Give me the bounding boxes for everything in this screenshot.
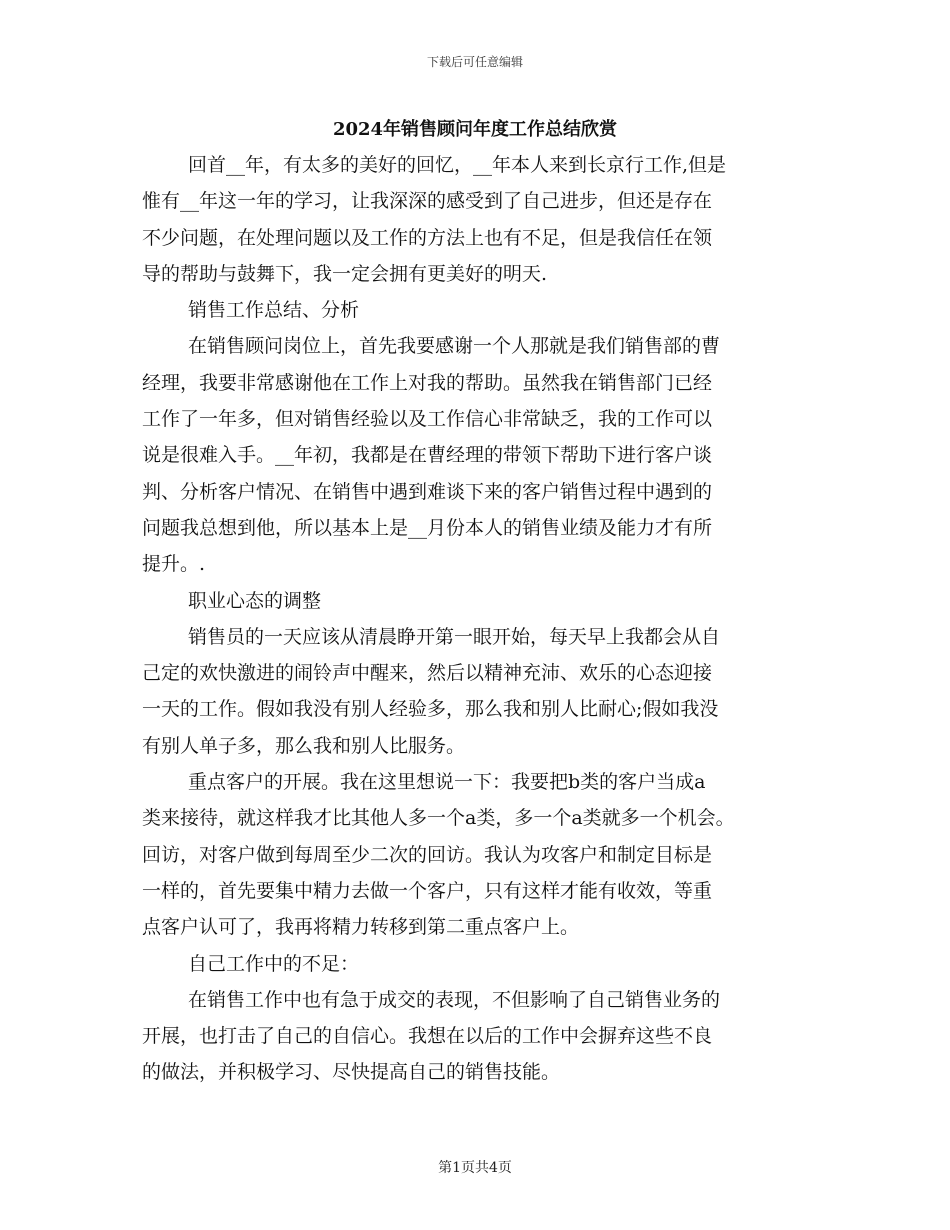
section-heading: 自己工作中的不足： [188, 952, 360, 975]
body-line: 开展，也打击了自己的自信心。我想在以后的工作中会摒弃这些不良 [142, 1025, 713, 1048]
body-line: 回访，对客户做到每周至少二次的回访。我认为攻客户和制定目标是 [142, 843, 713, 866]
body-line: 有别人单子多，那么我和别人比服务。 [142, 734, 466, 757]
body-line: 不少问题，在处理问题以及工作的方法上也有不足，但是我信任在领 [142, 226, 713, 249]
body-line: 工作了一年多，但对销售经验以及工作信心非常缺乏，我的工作可以 [142, 408, 713, 431]
section-heading: 销售工作总结、分析 [188, 299, 360, 322]
body-line: 判、分析客户情况、在销售中遇到难谈下来的客户销售过程中遇到的 [142, 480, 713, 503]
body-line: 己定的欢快激进的闹铃声中醒来，然后以精神充沛、欢乐的心态迎接 [142, 662, 713, 685]
section-heading: 职业心态的调整 [188, 589, 322, 612]
document-body [142, 147, 822, 1091]
body-line: 提升。. [142, 553, 206, 576]
body-line: 销售员的一天应该从清晨睁开第一眼开始，每天早上我都会从自 [188, 625, 721, 648]
body-line: 回首__年，有太多的美好的回忆，__年本人来到长京行工作,但是 [188, 154, 727, 176]
body-line: 经理，我要非常感谢他在工作上对我的帮助。虽然我在销售部门已经 [142, 371, 713, 394]
body-line: 一样的，首先要集中精力去做一个客户，只有这样才能有收效，等重 [142, 879, 713, 902]
page-header-note: 下载后可任意编辑 [426, 55, 523, 69]
document-title: 2024年销售顾问年度工作总结欣赏 [332, 119, 618, 140]
body-line: 说是很难入手。__年初，我都是在曹经理的带领下帮助下进行客户谈 [142, 444, 713, 467]
body-line: 惟有__年这一年的学习，让我深深的感受到了自己进步，但还是存在 [142, 190, 713, 213]
body-line: 一天的工作。假如我没有别人经验多，那么我和别人比耐心;假如我没 [142, 698, 719, 721]
body-line: 问题我总想到他，所以基本上是__月份本人的销售业绩及能力才有所 [142, 516, 713, 539]
page-number: 第1页共4页 [438, 1160, 512, 1176]
body-line: 的做法，并积极学习、尽快提高自己的销售技能。 [142, 1061, 561, 1084]
body-line: 在销售顾问岗位上，首先我要感谢一个人那就是我们销售部的曹 [188, 335, 721, 358]
body-line: 重点客户的开展。我在这里想说一下：我要把b类的客户当成a [188, 771, 706, 794]
body-line: 点客户认可了，我再将精力转移到第二重点客户上。 [142, 916, 580, 939]
body-line: 在销售工作中也有急于成交的表现，不但影响了自己销售业务的 [188, 988, 721, 1011]
body-line: 类来接待，就这样我才比其他人多一个a类，多一个a类就多一个机会。 [142, 807, 735, 830]
body-line: 导的帮助与鼓舞下，我一定会拥有更美好的明天. [142, 262, 548, 285]
